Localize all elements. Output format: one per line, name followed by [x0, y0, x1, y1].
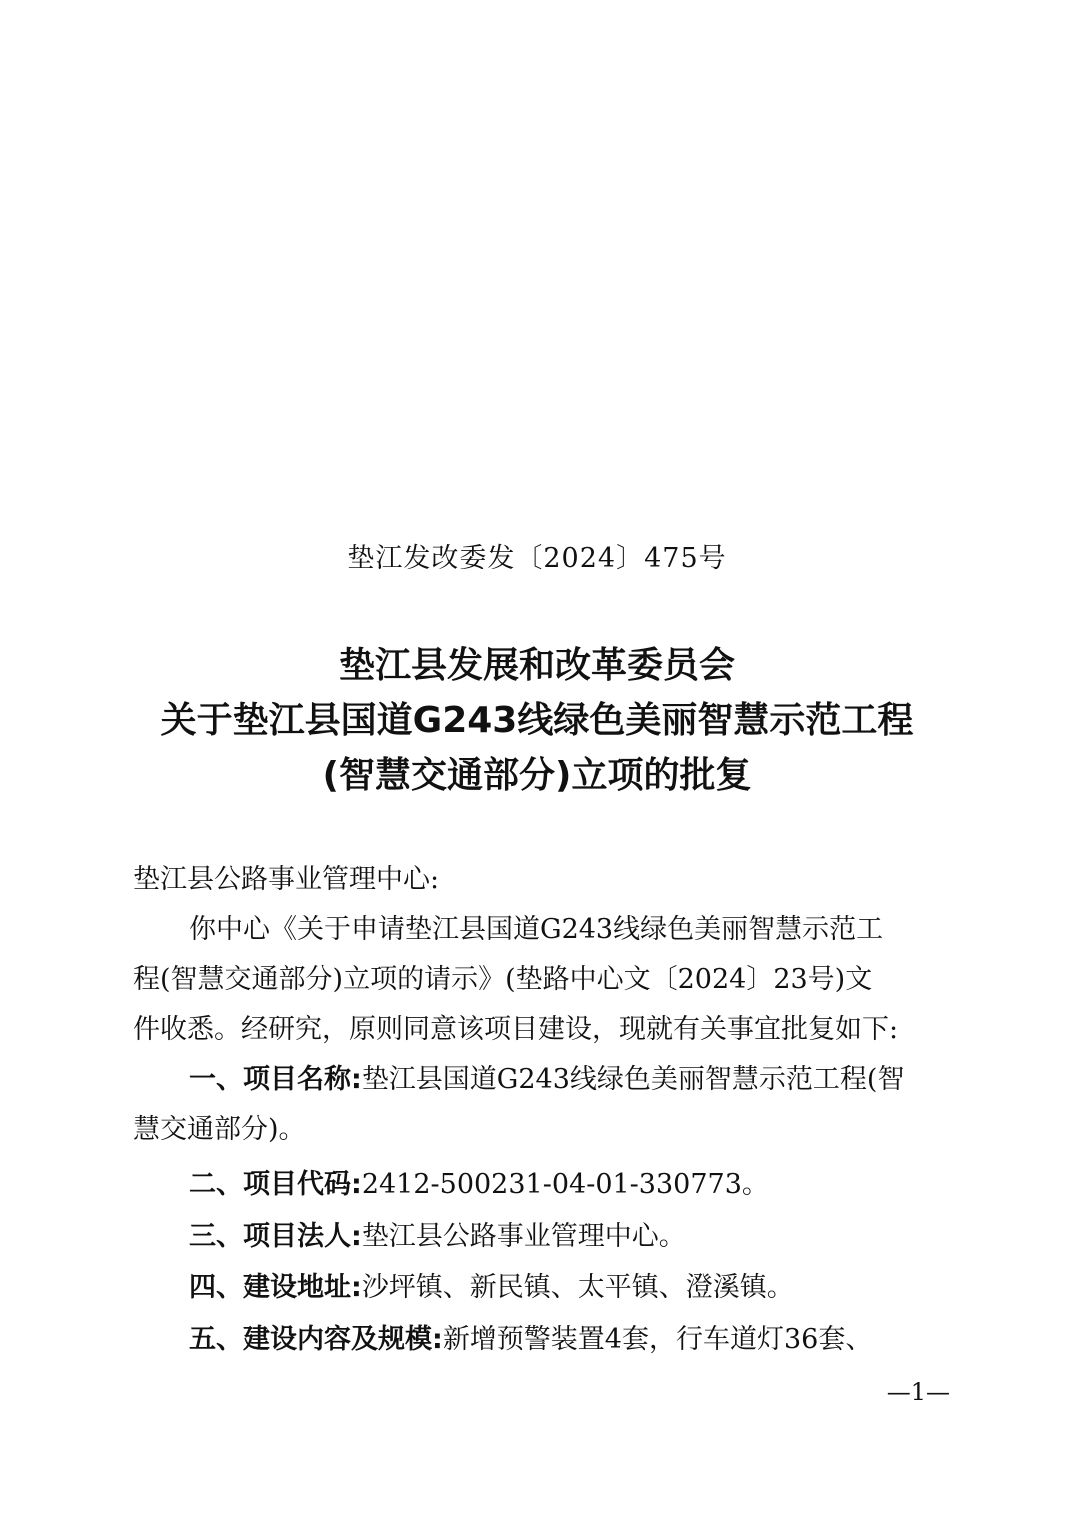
item-text: 新增预警装置4套，行车道灯36套、	[442, 1324, 873, 1355]
addressee: 垫江县公路事业管理中心:	[133, 864, 440, 895]
item-legal-entity	[189, 1213, 686, 1261]
item-text: 2412-500231-04-01-330773。	[361, 1169, 769, 1200]
item-label: 五、建设内容及规模:	[189, 1324, 443, 1355]
item-address	[189, 1264, 794, 1312]
item-label: 二、项目代码:	[189, 1169, 362, 1200]
title-line-3: (智慧交通部分)立项的批复	[322, 755, 752, 796]
intro-line-2: 程(智慧交通部分)立项的请示》(垫路中心文〔2024〕23号)文	[133, 964, 873, 995]
item-project-code	[189, 1161, 769, 1209]
item-label: 三、项目法人:	[189, 1221, 362, 1252]
item-label: 一、项目名称:	[189, 1064, 362, 1095]
item-project-name-cont: 慧交通部分)。	[133, 1114, 306, 1145]
title-line-2: 关于垫江县国道G243线绿色美丽智慧示范工程	[160, 700, 914, 741]
item-content-scale	[189, 1316, 872, 1364]
item-project-name	[189, 1056, 904, 1104]
intro-line-3: 件收悉。经研究，原则同意该项目建设，现就有关事宜批复如下:	[133, 1014, 899, 1045]
item-text: 垫江县国道G243线绿色美丽智慧示范工程(智	[361, 1064, 905, 1095]
intro-line-1: 你中心《关于申请垫江县国道G243线绿色美丽智慧示范工	[189, 914, 884, 945]
item-text: 沙坪镇、新民镇、太平镇、澄溪镇。	[361, 1272, 794, 1303]
item-text: 垫江县公路事业管理中心。	[361, 1221, 686, 1252]
document-number: 垫江发改委发〔2024〕475号	[347, 543, 727, 574]
page-number: —1—	[886, 1378, 950, 1406]
item-label: 四、建设地址:	[189, 1272, 362, 1303]
title-line-1: 垫江县发展和改革委员会	[338, 645, 735, 686]
